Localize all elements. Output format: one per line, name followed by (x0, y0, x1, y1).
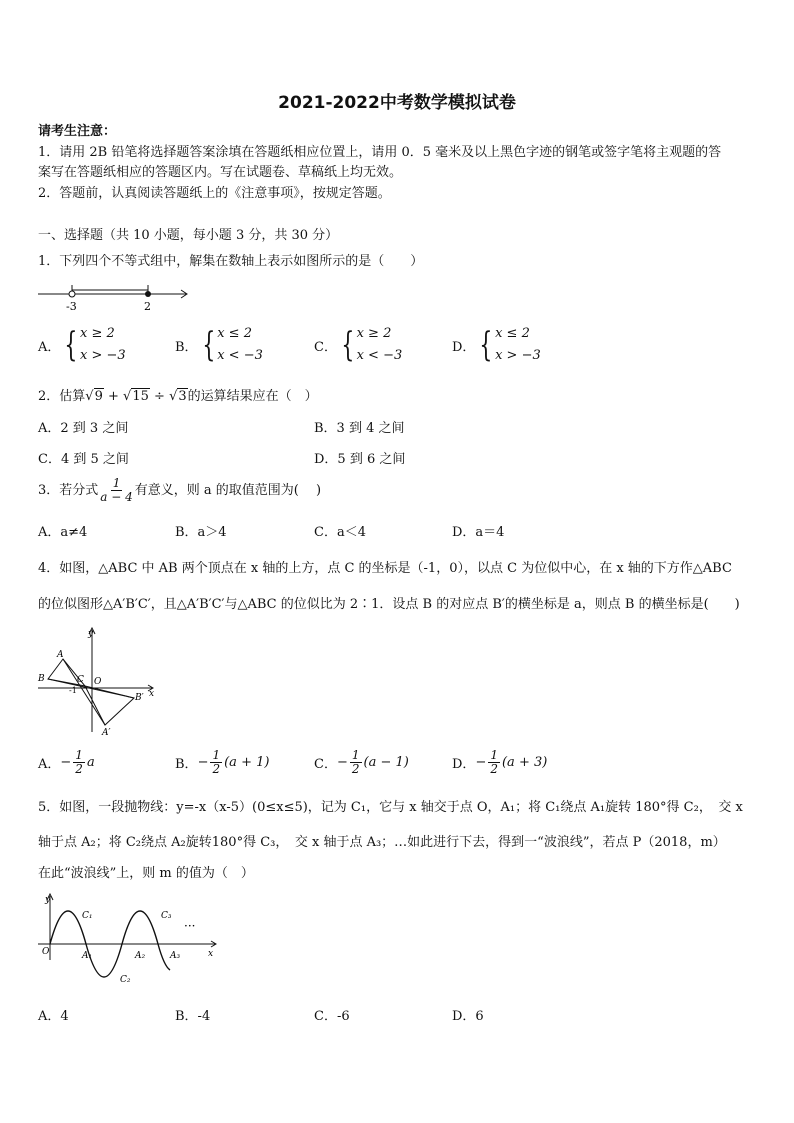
page-title: 2021-2022中考数学模拟试卷 (278, 93, 516, 113)
svg-text:···: ··· (184, 919, 196, 933)
svg-text:A: A (57, 650, 64, 660)
svg-text:y: y (45, 895, 51, 905)
q5-option-a[interactable]: A．4 (38, 1009, 69, 1024)
q3-option-a[interactable]: A．a≠4 (38, 525, 88, 540)
svg-text:O: O (42, 947, 50, 957)
axis-label-2: 2 (144, 300, 151, 313)
svg-text:y: y (88, 629, 94, 639)
radicand: 3 (178, 389, 187, 404)
q5-line-1: 5．如图，一段抛物线：y=-x（x-5）(0≤x≤5)，记为 C₁，它与 x 轴交于点 O，A₁；将 C₁绕点 A₁旋转 180°得 C₂， 交 x (38, 800, 743, 815)
svg-text:B′: B′ (135, 693, 144, 703)
q1-option-d[interactable]: D． { x ≤ 2 x > −3 (452, 325, 541, 365)
q4-line-2: 的位似图形△A′B′C′，且△A′B′C′与△ABC 的位似比为 2∶1．设点 B 的对应点 B′的横坐标是 a，则点 B 的横坐标是( ) (38, 597, 740, 612)
fraction: $\frac{1}{a - 4}$ (100, 476, 133, 504)
q2-option-d[interactable]: D．5 到 6 之间 (314, 452, 406, 467)
svg-text:B: B (38, 674, 45, 684)
q4-option-d[interactable]: D． − $\frac{1}{2}$ (a + 3) (452, 748, 548, 776)
q4-figure (36, 624, 161, 736)
svg-text:x: x (149, 689, 155, 699)
ineq-line: x ≤ 2 (495, 326, 530, 341)
q4-option-a[interactable]: A． − $\frac{1}{2}$ a (38, 748, 95, 776)
q2-option-a[interactable]: A．2 到 3 之间 (38, 421, 129, 436)
ineq-line: x ≥ 2 (356, 326, 392, 341)
q1-number-line (36, 274, 196, 314)
svg-text:C: C (77, 675, 84, 685)
q1-stem: 1．下列四个不等式组中，解集在数轴上表示如图所示的是（ ） (38, 254, 424, 269)
q3-option-c[interactable]: C．a＜4 (314, 525, 366, 540)
q3-option-d[interactable]: D．a＝4 (452, 525, 505, 540)
q5-line-3: 在此“波浪线”上，则 m 的值为（ ） (38, 866, 254, 881)
svg-text:O: O (94, 677, 102, 687)
svg-text:C₃: C₃ (161, 911, 172, 921)
radicand: 9 (94, 389, 103, 404)
notice-line-1: 1．请用 2B 铅笔将选择题答案涂填在答题纸相应位置上，请用 0．5 毫米及以上黑色字迹的钢笔或签字笔将主观题的答 (38, 145, 722, 160)
svg-text:C₁: C₁ (82, 911, 93, 921)
ineq-line: x < −3 (356, 348, 403, 363)
svg-text:C₂: C₂ (120, 975, 131, 985)
q2-option-b[interactable]: B．3 到 4 之间 (314, 421, 405, 436)
ineq-line: x ≥ 2 (80, 326, 115, 341)
q1-option-b[interactable]: B． { x ≤ 2 x < −3 (175, 325, 263, 365)
q5-figure (36, 890, 226, 990)
ineq-line: x > −3 (80, 348, 126, 363)
notice-line-3: 2．答题前，认真阅读答题纸上的《注意事项》，按规定答题。 (38, 186, 391, 201)
svg-text:A₃: A₃ (170, 951, 181, 961)
q1-option-a[interactable]: A． { x ≥ 2 x > −3 (38, 325, 126, 365)
radicand: 15 (132, 389, 149, 404)
q5-option-b[interactable]: B．-4 (175, 1009, 211, 1024)
notice-heading: 请考生注意： (38, 124, 117, 139)
q4-option-c[interactable]: C． − $\frac{1}{2}$ (a − 1) (314, 748, 409, 776)
section-heading: 一、选择题（共 10 小题，每小题 3 分，共 30 分） (38, 228, 339, 243)
svg-text:A₁: A₁ (82, 951, 93, 961)
svg-text:x: x (208, 949, 214, 959)
notice-line-2: 案写在答题纸相应的答题区内。写在试题卷、草稿纸上均无效。 (38, 165, 403, 180)
q1-option-c[interactable]: C． { x ≥ 2 x < −3 (314, 325, 403, 365)
q5-option-c[interactable]: C．-6 (314, 1009, 350, 1024)
svg-text:A′: A′ (102, 728, 111, 736)
q2-stem: 2．估算√9 + √15 ÷ √3的运算结果应在（ ） (38, 389, 318, 404)
ineq-line: x > −3 (495, 348, 541, 363)
q4-option-b[interactable]: B． − $\frac{1}{2}$ (a + 1) (175, 748, 270, 776)
ineq-line: x < −3 (217, 348, 263, 363)
q5-line-2: 轴于点 A₂；将 C₂绕点 A₂旋转180°得 C₃， 交 x 轴于点 A₃；…如此进行下去，得到一“波浪线”，若点 P（2018，m） (38, 835, 726, 850)
q2-option-c[interactable]: C．4 到 5 之间 (38, 452, 129, 467)
q4-line-1: 4．如图，△ABC 中 AB 两个顶点在 x 轴的上方，点 C 的坐标是（-1，0），以点 C 为位似中心，在 x 轴的下方作△ABC (38, 561, 732, 576)
closed-point (145, 291, 151, 297)
q3-stem: 3．若分式 $\frac{1}{a - 4}$ 有意义，则 a 的取值范围为( ) (38, 476, 322, 504)
open-point (69, 291, 75, 297)
svg-text:-1: -1 (69, 686, 77, 695)
svg-text:A₂: A₂ (135, 951, 146, 961)
q5-option-d[interactable]: D．6 (452, 1009, 484, 1024)
axis-label-minus3: -3 (66, 300, 77, 313)
ineq-line: x ≤ 2 (217, 326, 252, 341)
q3-option-b[interactable]: B．a＞4 (175, 525, 227, 540)
